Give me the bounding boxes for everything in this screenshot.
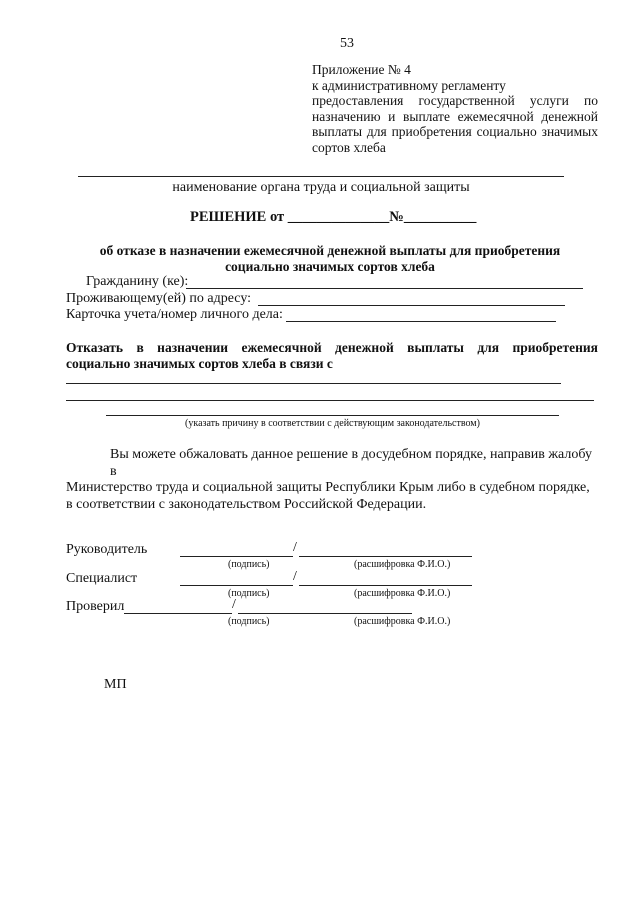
appendix-line: предоставления государственной услуги по xyxy=(312,93,598,109)
appendix-line: сортов хлеба xyxy=(312,139,386,155)
subject-line: социально значимых сортов хлеба xyxy=(225,258,435,274)
appendix-line: выплаты для приобретения социально значимых xyxy=(312,124,598,140)
slash: / xyxy=(293,569,297,584)
decision-title: РЕШЕНИЕ от ______________№__________ xyxy=(190,209,477,225)
signature-role-head: Руководитель xyxy=(66,542,148,557)
appendix-line: к административному регламенту xyxy=(312,77,506,93)
address-field[interactable] xyxy=(258,305,565,306)
stamp-placeholder: МП xyxy=(104,677,127,692)
reason-caption: (указать причину в соответствии с действующим законодательством) xyxy=(185,418,480,429)
name-field-specialist[interactable] xyxy=(299,585,472,586)
citizen-field[interactable] xyxy=(186,288,583,289)
signature-field-head[interactable] xyxy=(180,556,293,557)
signature-role-checked: Проверил xyxy=(66,599,125,614)
citizen-label: Гражданину (ке): xyxy=(86,274,189,289)
org-caption: наименование органа труда и социальной защиты xyxy=(172,180,470,195)
appendix-line: Приложение № 4 xyxy=(312,62,411,77)
refusal-line: Отказать в назначении ежемесячной денежной выплаты для приобретения xyxy=(66,340,598,355)
reason-line-1[interactable] xyxy=(66,383,561,384)
name-caption: (расшифровка Ф.И.О.) xyxy=(354,559,451,570)
org-name-line[interactable] xyxy=(78,176,564,177)
signature-caption: (подпись) xyxy=(228,616,270,627)
card-label: Карточка учета/номер личного дела: xyxy=(66,307,283,322)
refusal-line: социально значимых сортов хлеба в связи с xyxy=(66,355,333,371)
appeal-line: Вы можете обжаловать данное решение в досудебном порядке, направив жалобу в xyxy=(110,447,592,479)
signature-field-specialist[interactable] xyxy=(180,585,293,586)
name-field-head[interactable] xyxy=(299,556,472,557)
card-field[interactable] xyxy=(286,321,556,322)
signature-field-checked[interactable] xyxy=(124,613,232,614)
reason-line-3[interactable] xyxy=(106,415,559,416)
slash: / xyxy=(232,597,236,612)
reason-line-2[interactable] xyxy=(66,400,594,401)
appendix-block xyxy=(312,62,598,156)
signature-caption: (подпись) xyxy=(228,588,270,599)
decision-subject xyxy=(60,243,600,274)
address-label: Проживающему(ей) по адресу: xyxy=(66,291,252,306)
signature-role-specialist: Специалист xyxy=(66,571,138,586)
appendix-line: назначению и выплате ежемесячной денежной xyxy=(312,108,598,124)
signature-caption: (подпись) xyxy=(228,559,270,570)
slash: / xyxy=(293,540,297,555)
appeal-line: в соответствии с законодательством Российской Федерации. xyxy=(66,496,427,512)
subject-line: об отказе в назначении ежемесячной денежной выплаты для приобретения xyxy=(99,243,561,258)
name-caption: (расшифровка Ф.И.О.) xyxy=(354,616,451,627)
page-number: 53 xyxy=(340,36,354,51)
name-field-checked[interactable] xyxy=(238,613,412,614)
appeal-paragraph xyxy=(66,447,598,513)
appeal-line: Министерство труда и социальной защиты Республики Крым либо в судебном порядке, xyxy=(66,480,590,495)
refusal-text xyxy=(66,340,598,371)
name-caption: (расшифровка Ф.И.О.) xyxy=(354,588,451,599)
